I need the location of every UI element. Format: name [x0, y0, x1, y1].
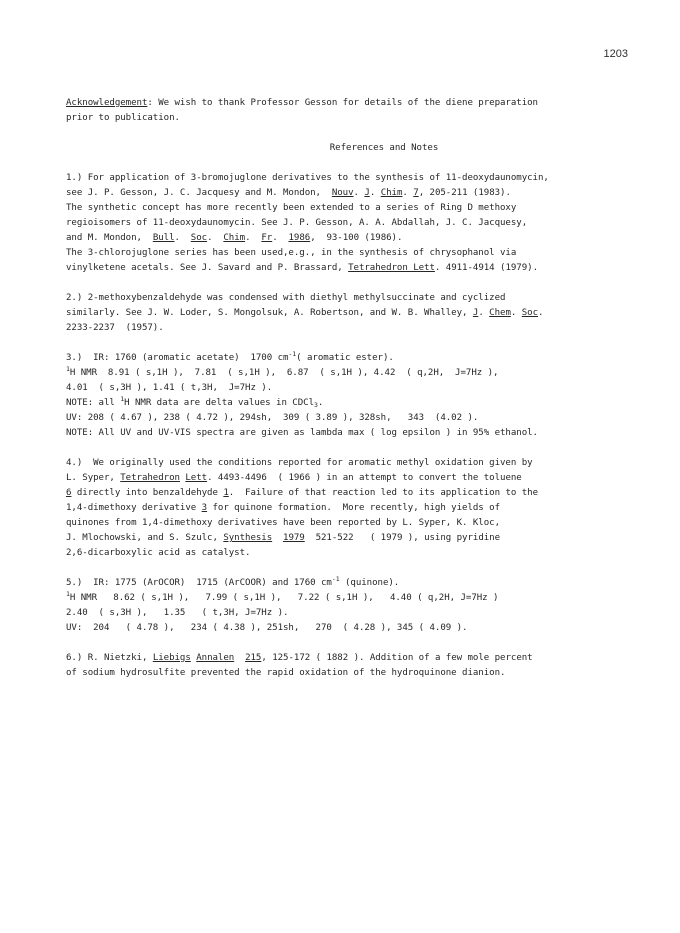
- ref1-line-6: The 3-chlorojuglone series has been used,e.g., in the synthesis of chrysophanol via: [66, 248, 517, 258]
- acknowledgement-label: Acknowledgement: [66, 98, 148, 108]
- ref4-line-7: 2,6-dicarboxylic acid as catalyst.: [66, 548, 251, 558]
- reference-5: [66, 576, 656, 636]
- ref3-line-3: 4.01 ( s,3H ), 1.41 ( t,3H, J=7Hz ).: [66, 383, 273, 393]
- ref4-line-4: 1,4-dimethoxy derivative 3 for quinone formation. More recently, high yields of: [66, 503, 501, 513]
- ref3-line-5: UV: 208 ( 4.67 ), 238 ( 4.72 ), 294sh, 309 ( 3.89 ), 328sh, 343 (4.02 ).: [66, 413, 479, 423]
- ref5-line-3: 2.40 ( s,3H ), 1.35 ( t,3H, J=7Hz ).: [66, 608, 289, 618]
- page-number: 1203: [603, 48, 628, 60]
- ref1-line-4: regioisomers of 11-deoxydaunomycin. See J. P. Gesson, A. A. Abdallah, J. C. Jacquesy,: [66, 218, 528, 228]
- ref4-line-5: quinones from 1,4-dimethoxy derivatives have been reported by L. Syper, K. Kloc,: [66, 518, 500, 528]
- ref2-line-1: 2.) 2-methoxybenzaldehyde was condensed with diethyl methylsuccinate and cyclized: [66, 293, 506, 303]
- ref3-line-1: 3.) IR: 1760 (aromatic acetate) 1700 $cm^{-1}$( aromatic ester).: [66, 350, 394, 363]
- acknowledgement-line-1: Acknowledgement: We wish to thank Professor Gesson for details of the diene preparation: [66, 98, 538, 108]
- ref4-line-6: J. Mlochowski, and S. Szulc, Synthesis 1979 521-522 ( 1979 ), using pyridine: [66, 533, 501, 543]
- references-heading: References and Notes: [329, 143, 439, 153]
- ref3-line-6: NOTE: All UV and UV-VIS spectra are given as lambda max ( log epsilon ) in 95% ethanol.: [66, 428, 538, 438]
- ref6-line-1: 6.) R. Nietzki, Liebigs Annalen 215, 125-172 ( 1882 ). Addition of a few mole percent: [66, 653, 533, 663]
- ref4-line-2: L. Syper, Tetrahedron Lett. 4493-4496 ( 1966 ) in an attempt to convert the toluene: [66, 473, 522, 483]
- acknowledgement-line-2: prior to publication.: [66, 113, 180, 123]
- ref2-line-2: similarly. See J. W. Loder, S. Mongolsuk, A. Robertson, and W. B. Whalley, J. Chem. Soc.: [66, 308, 544, 318]
- reference-2: [66, 291, 656, 336]
- reference-1: [66, 171, 656, 276]
- ref1-line-1: 1.) For application of 3-bromojuglone derivatives to the synthesis of 11-deoxydaunomycin,: [66, 173, 549, 183]
- ref5-line-1: 5.) IR: 1775 (ArOCOR) 1715 (ArCOOR) and 1760 $cm^{-1}$ (quinone).: [66, 575, 400, 588]
- reference-3: [66, 351, 656, 441]
- ref1-line-3: The synthetic concept has more recently been extended to a series of Ring D methoxy: [66, 203, 517, 213]
- ref2-line-3: 2233-2237 (1957).: [66, 323, 164, 333]
- ref6-line-2: of sodium hydrosulfite prevented the rapid oxidation of the hydroquinone dianion.: [66, 668, 506, 678]
- ref1-line-7: vinylketene acetals. See J. Savard and P. Brassard, Tetrahedron Lett. 4911-4914 (1979).: [66, 263, 538, 273]
- ref1-line-2: see J. P. Gesson, J. C. Jacquesy and M. Mondon, Nouv. J. Chim. 7, 205-211 (1983).: [66, 188, 511, 198]
- reference-6: [66, 651, 656, 681]
- ref3-line-4: NOTE: all $^1$H NMR data are delta values in CDCl$_3$.: [66, 395, 324, 409]
- ref1-line-5: and M. Mondon, Bull. Soc. Chim. Fr. 1986, 93-100 (1986).: [66, 233, 403, 243]
- ref5-line-4: UV: 204 ( 4.78 ), 234 ( 4.38 ), 251sh, 270 ( 4.28 ), 345 ( 4.09 ).: [66, 623, 468, 633]
- ref3-line-2: $^1$H NMR 8.91 ( s,1H ), 7.81 ( s,1H ), 6.87 ( s,1H ), 4.42 ( q,2H, J=7Hz ),: [66, 365, 499, 378]
- ref5-line-2: $^1$H NMR 8.62 ( s,1H ), 7.99 ( s,1H ), 7.22 ( s,1H ), 4.40 ( q,2H, J=7Hz ): [66, 590, 499, 603]
- ref4-line-1: 4.) We originally used the conditions reported for aromatic methyl oxidation given by: [66, 458, 533, 468]
- ref4-line-3: 6 directly into benzaldehyde 1. Failure of that reaction led to its application to the: [66, 488, 539, 498]
- page-body: [66, 96, 656, 681]
- reference-4: [66, 456, 656, 561]
